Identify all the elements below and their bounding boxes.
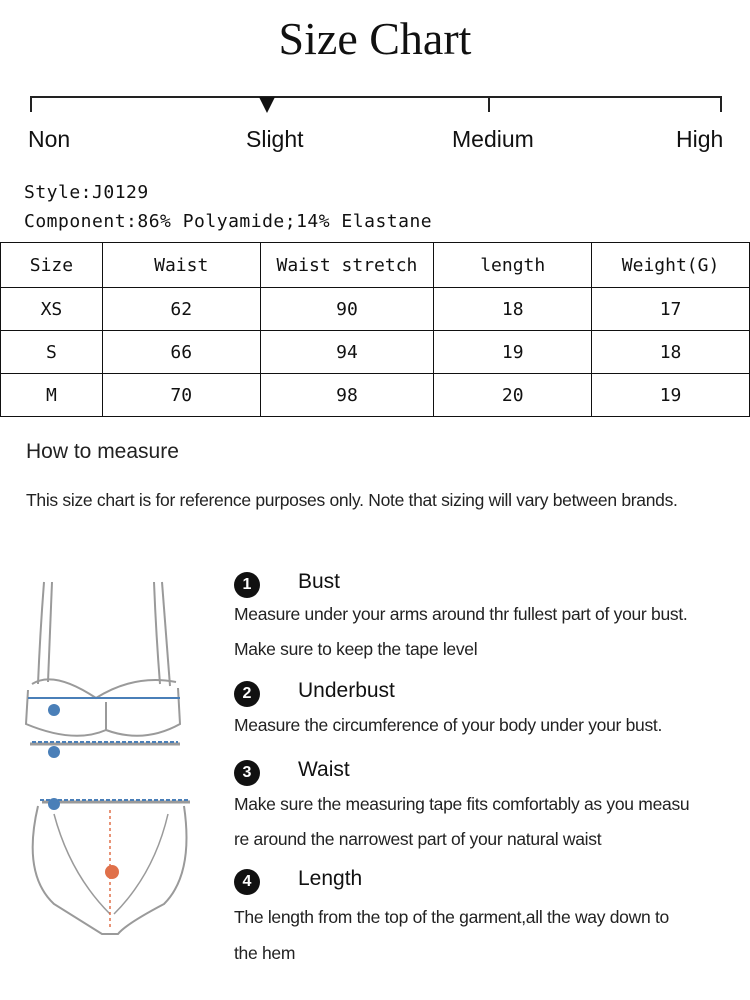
header-weight: Weight(G) <box>592 243 750 288</box>
header-waist: Waist <box>102 243 260 288</box>
cell-size: XS <box>1 288 103 331</box>
cell-length: 19 <box>434 331 592 374</box>
number-3-icon: 3 <box>234 760 260 786</box>
measure-desc-length-2: the hem <box>234 943 296 963</box>
scale-label-slight: Slight <box>246 126 304 152</box>
measure-desc-length-1: The length from the top of the garment,all the way down to <box>234 907 669 927</box>
measure-desc-underbust-1: Measure the circumference of your body under your bust. <box>234 715 663 735</box>
table-row <box>1 331 750 374</box>
style-code: Style:J0129 <box>24 182 149 203</box>
page-title: Size Chart <box>278 13 472 64</box>
measure-desc-waist-1: Make sure the measuring tape fits comfortably as you measu <box>234 794 690 814</box>
scale-tick-non <box>30 96 32 112</box>
size-disclaimer: This size chart is for reference purposes only. Note that sizing will vary between brands. <box>26 490 678 510</box>
header-waist-stretch: Waist stretch <box>260 243 434 288</box>
how-to-measure-heading: How to measure <box>26 440 179 463</box>
garment-measure-illustration <box>14 574 204 944</box>
cell-waist: 62 <box>102 288 260 331</box>
cell-length: 20 <box>434 374 592 417</box>
table-header-row <box>1 243 750 288</box>
stretch-scale-line <box>30 96 722 98</box>
measure-title-length: Length <box>298 867 363 890</box>
measure-title-bust: Bust <box>298 570 341 593</box>
cell-weight: 17 <box>592 288 750 331</box>
cell-waist: 70 <box>102 374 260 417</box>
cell-size: M <box>1 374 103 417</box>
number-2-icon: 2 <box>234 681 260 707</box>
size-table <box>0 242 750 417</box>
scale-tick-high <box>720 96 722 112</box>
measure-desc-bust-1: Measure under your arms around thr fullest part of your bust. <box>234 604 688 624</box>
cell-size: S <box>1 331 103 374</box>
scale-label-non: Non <box>28 126 71 152</box>
measure-title-underbust: Underbust <box>298 679 395 702</box>
cell-waist-stretch: 90 <box>260 288 434 331</box>
table-row <box>1 374 750 417</box>
header-size: Size <box>1 243 103 288</box>
fabric-composition: Component:86% Polyamide;14% Elastane <box>24 211 433 232</box>
cell-length: 18 <box>434 288 592 331</box>
table-row <box>1 288 750 331</box>
scale-tick-medium <box>488 96 490 112</box>
number-4-icon: 4 <box>234 869 260 895</box>
number-1-icon: 1 <box>234 572 260 598</box>
measure-title-waist: Waist <box>298 758 350 781</box>
measure-desc-bust-2: Make sure to keep the tape level <box>234 639 478 659</box>
cell-weight: 18 <box>592 331 750 374</box>
cell-waist-stretch: 94 <box>260 331 434 374</box>
scale-label-medium: Medium <box>452 126 534 152</box>
cell-waist: 66 <box>102 331 260 374</box>
measure-desc-waist-2: re around the narrowest part of your natural waist <box>234 829 602 849</box>
cell-weight: 19 <box>592 374 750 417</box>
header-length: length <box>434 243 592 288</box>
scale-marker-icon <box>259 97 275 113</box>
cell-waist-stretch: 98 <box>260 374 434 417</box>
scale-label-high: High <box>676 126 724 152</box>
